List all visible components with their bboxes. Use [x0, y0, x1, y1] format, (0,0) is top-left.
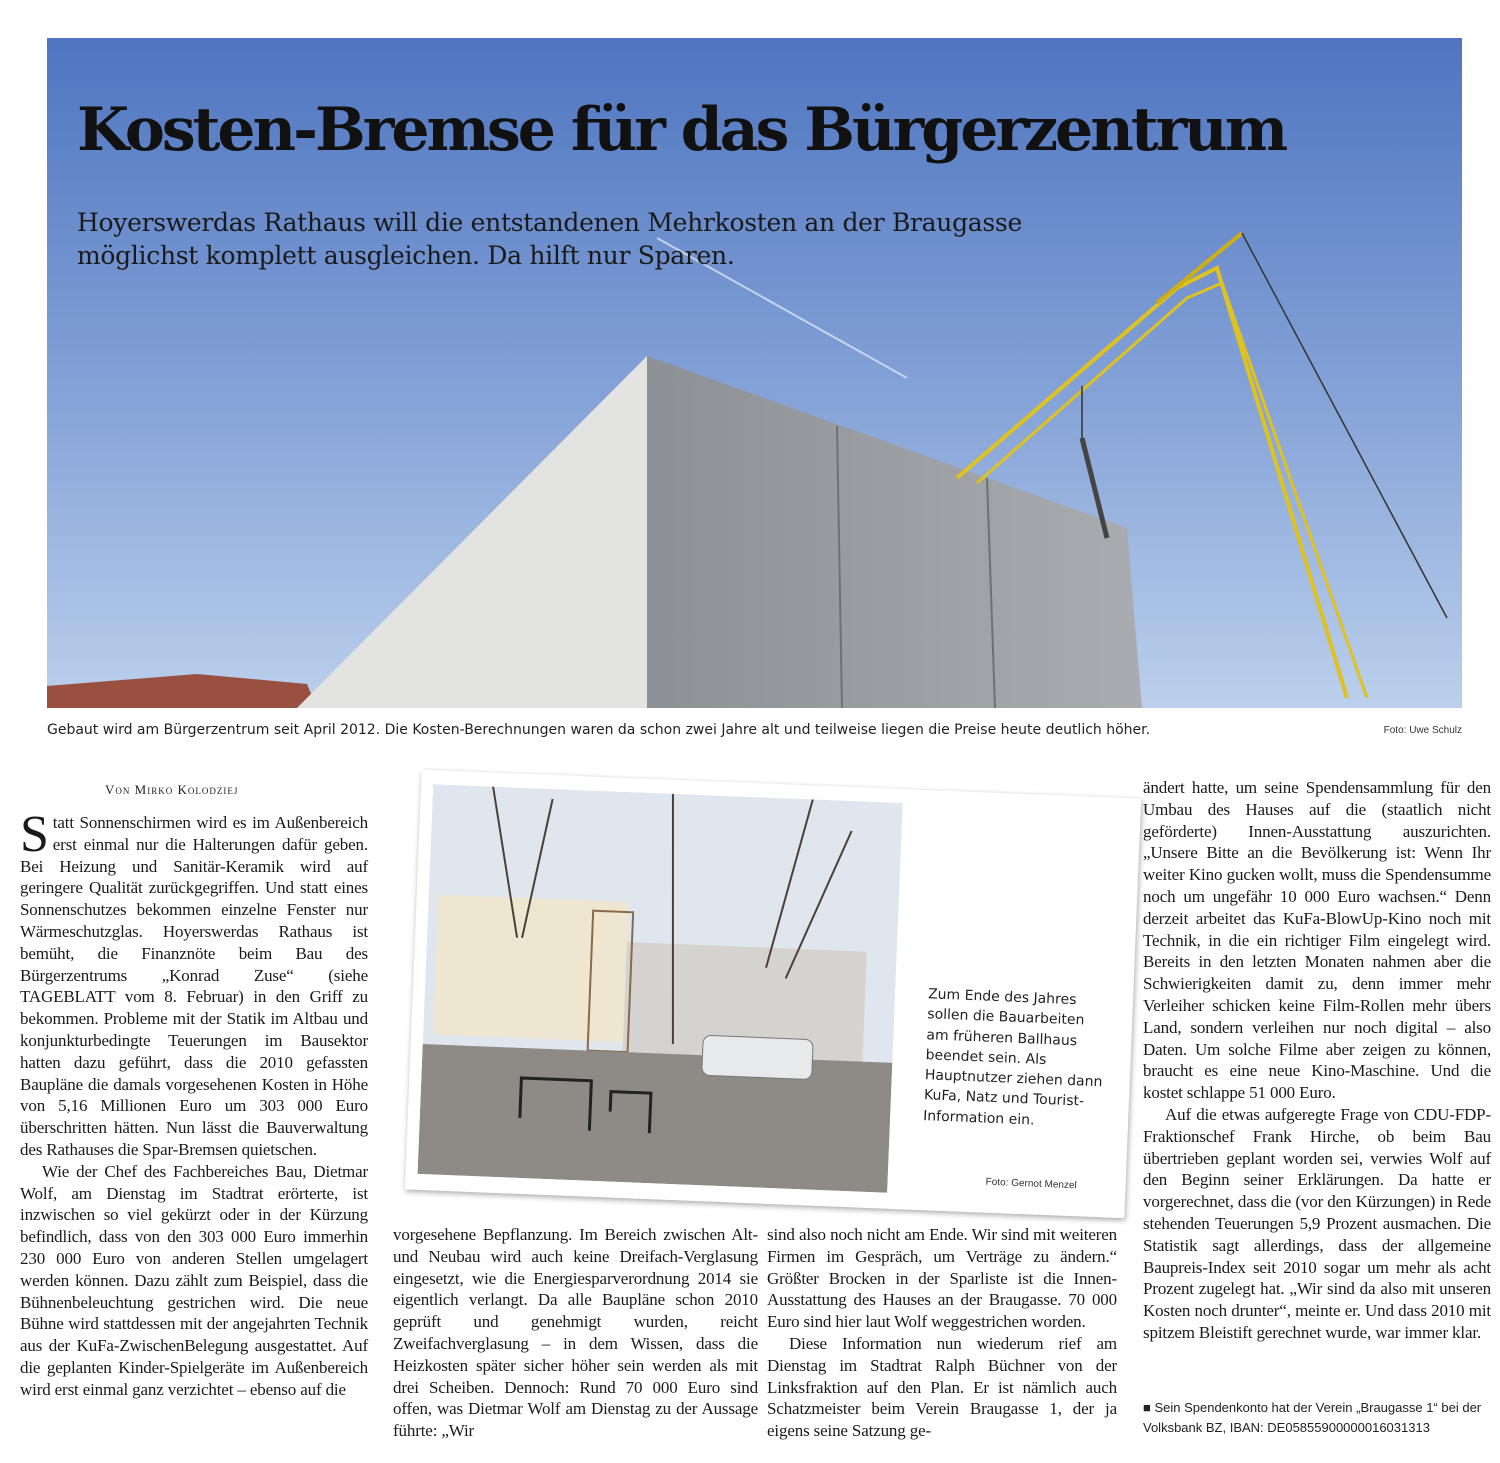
body-paragraph: Diese Information nun wiederum rief am Dienstag im Stadtrat Ralph Büchner von der Linksfraktion auf den Plan. Er ist nämlich auch Schatzmeister beim Verein Braugasse 1, der ja eigens seine Satzung ge- [767, 1333, 1117, 1441]
hero-photo-caption: Gebaut wird am Bürgerzentrum seit April 2012. Die Kosten-Berechnungen waren da schon zwei Jahre alt und teilweise liegen die Preise heute deutlich höher. [47, 722, 1151, 738]
body-column-3 [767, 1224, 1117, 1442]
body-paragraph: sind also noch nicht am Ende. Wir sind mit weiteren Firmen im Gespräch, um Verträge zu ändern.“ Größter Brocken in der Sparliste ist die Innen-Ausstattung des Hauses an der Braugasse. 70 000 Euro sind hier laut Wolf weggestrichen worden. [767, 1225, 1117, 1332]
hero-photo-credit: Foto: Uwe Schulz [1383, 725, 1462, 736]
body-paragraph: Wie der Chef des Fachbereiches Bau, Dietmar Wolf, am Dienstag im Stadtrat erörterte, ist inzwischen so viel gekürzt oder in der Kürzung befindlich, dass von den 303 000 Euro immerhin 230 000 Euro von anderen Stellen umgelagert werden können. Dazu zählt zum Beispiel, dass die Bühnenbeleuchtung gestrichen wird. Die neue Bühne wird stattdessen mit der angejahrten Technik aus der KuFa-ZwischenBelegung ausgestattet. Auf die geplanten Kinder-Spielgeräte im Außenbereich wird erst einmal ganz verzichtet – ebenso auf die [20, 1161, 368, 1399]
article-headline: Kosten-Bremse für das Bürgerzentrum [77, 95, 1286, 165]
body-column-2 [393, 1224, 758, 1442]
body-paragraph: Statt Sonnenschirmen wird es im Außenbereich erst einmal nur die Halterungen dafür geben. Bei Heizung und Sanitär-Keramik wird auf geringere Qualität zurückgegriffen. Und statt eines Sonnenschutzes bekommen einzelne Fenster nur Wärmeschutzglas. Hoyerswerdas Rathaus ist bemüht, die Finanznöte beim Bau des Bürgerzentrums „Konrad Zuse“ (siehe TAGEBLATT vom 8. Februar) in den Griff zu bekommen. Probleme mit der Statik im Altbau und konjunkturbedingte Teuerungen im Bausektor hatten dazu geführt, dass die 2010 gefassten Baupläne die damals vorgesehenen Kosten in Höhe von 5,16 Millionen Euro um 303 000 Euro überschritten hätten. Nun lässt die Bauverwaltung des Rathauses die Spar-Bremsen quietschen. [20, 806, 368, 1159]
street [417, 1044, 892, 1193]
car [702, 1035, 814, 1079]
body-column-4 [1143, 777, 1491, 1344]
donation-account-note: ■ Sein Spendenkonto hat der Verein „Braugasse 1“ bei der Volksbank BZ, IBAN: DE05855900000016031313 [1143, 1400, 1482, 1435]
body-paragraph: Auf die etwas aufgeregte Frage von CDU-FDP-Fraktionschef Frank Hirche, ob beim Bau übertrieben geplant worden sei, verwies Wolf auf den Beginn seiner Erklärungen. Da hatte er vorgerechnet, dass die (vor den Kürzungen) in Rede stehenden Teuerungen 5,9 Prozent ausmachen. Die Statistik sagt allerdings, dass der allgemeine Baupreis-Index seit 2010 sogar um mehr als acht Prozent zugelegt hat. „Wir sind da also mit unseren Kosten noch drunter“, meinte er. Und dass 2010 mit spitzem Bleistift gerechnet wurde, war immer klar. [1143, 1104, 1491, 1342]
inset-photo-credit: Foto: Gernot Menzel [985, 1176, 1077, 1192]
inset-photo-caption: Zum Ende des Jahres sollen die Bauarbeiten am früheren Ballhaus beendet sein. Als Hauptnutzer ziehen dann KuFa, Natz und Tourist-Information ein. [922, 986, 1103, 1129]
inset-photo-illustration [417, 784, 902, 1193]
body-column-1 [20, 806, 368, 1401]
inset-photo [405, 770, 1141, 1219]
body-paragraph: ändert hatte, um seine Spendensammlung für den Umbau des Hauses auf die (staatlich nicht geförderte) Innen-Ausstattung auszurichten. „Unsere Bitte an die Bevölkerung ist: Wenn Ihr weiter Kino gucken wollt, muss die Spendensumme noch um ungefähr 10 000 Euro wachsen.“ Denn derzeit arbeitet das KuFa-BlowUp-Kino noch mit Technik, in die ein richtiger Film eingelegt wird. Bereits in den letzten Monaten nahmen aber die Schwierigkeiten damit zu, denn immer mehr Verleiher schicken keine Film-Rollen mehr übers Land, sondern verleihen nur noch digital – also Daten. Um solche Filme aber zeigen zu können, braucht es eine neue Kino-Maschine. Und die kostet schlappe 51 000 Euro. [1143, 778, 1491, 1103]
old-building [433, 895, 628, 1043]
article-byline: Von Mirko Kolodziej [105, 782, 239, 797]
hero-photo [47, 38, 1462, 708]
body-paragraph: vorgesehene Bepflanzung. Im Bereich zwischen Alt- und Neubau wird auch keine Dreifach-Verglasung eingesetzt, wie die Energiesparverordnung 2014 sie eigentlich verlangt. Da alle Baupläne schon 2010 geprüft und genehmigt wurden, reicht Zweifachverglasung – in dem Wissen, dass die Heizkosten später sicher höher sein werden als mit drei Scheiben. Dennoch: Rund 70 000 Euro sind offen, was Dietmar Wolf am Dienstag zu der Aussage führte: „Wir [393, 1225, 758, 1441]
article-subline: Hoyerswerdas Rathaus will die entstandenen Mehrkosten an der Braugasse möglichst komplett ausgleichen. Da hilft nur Sparen. [77, 208, 1022, 270]
